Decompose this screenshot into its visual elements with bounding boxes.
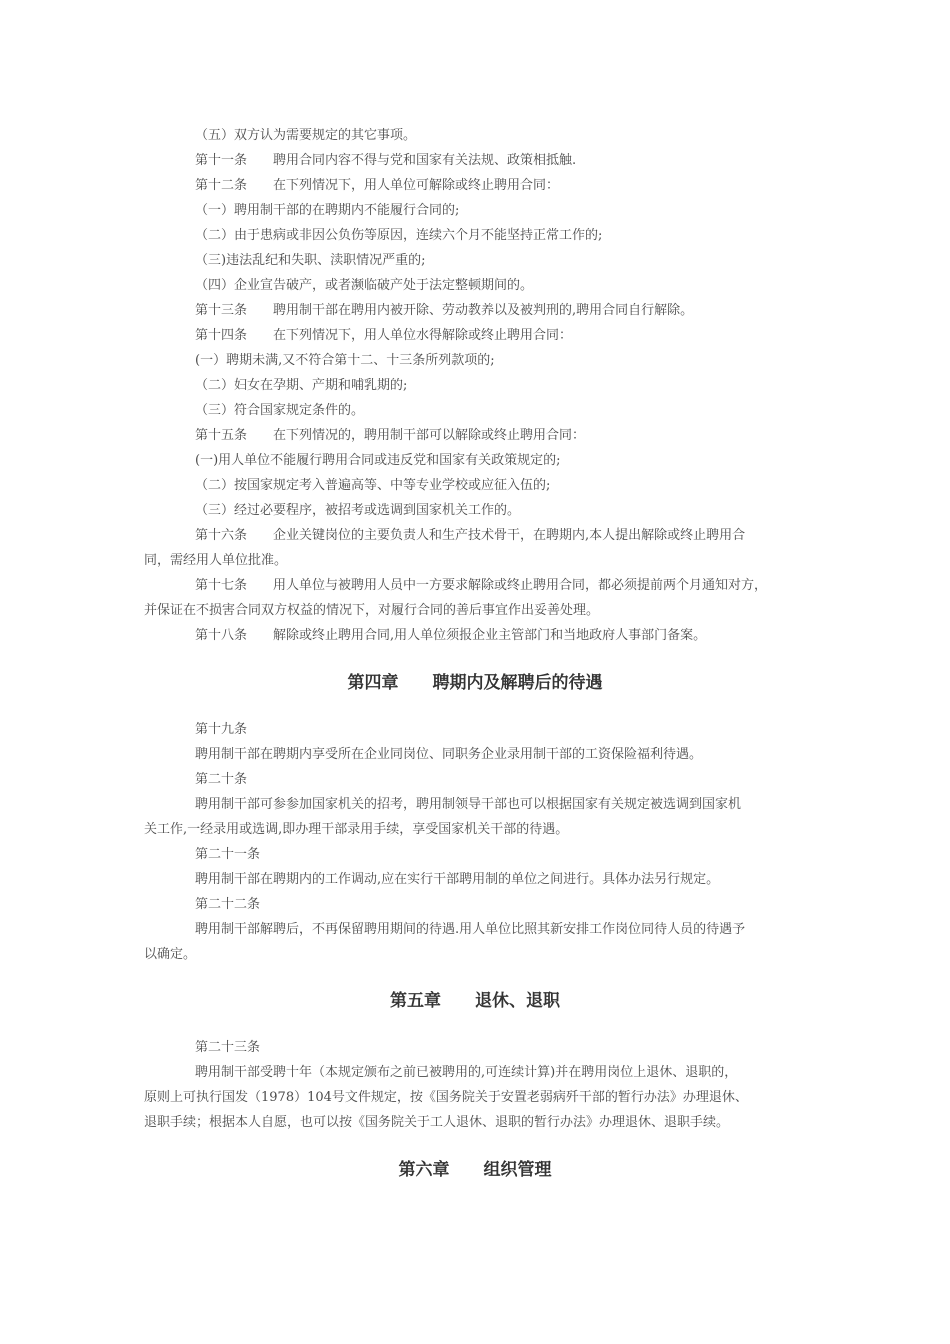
text-line: （二）由于患病或非因公负伤等原因，连续六个月不能坚持正常工作的; bbox=[195, 228, 603, 243]
text-line: （三）符合国家规定条件的。 bbox=[195, 403, 365, 418]
text-line: （三)违法乱纪和失职、渎职情况严重的; bbox=[195, 253, 426, 268]
text-line: （四）企业宣告破产，或者濒临破产处于法定整顿期间的。 bbox=[195, 278, 534, 293]
text-line: （五）双方认为需要规定的其它事项。 bbox=[195, 128, 417, 143]
text-line: 聘用制干部解聘后，不再保留聘用期间的待遇.用人单位比照其新安排工作岗位同待人员的待遇予 bbox=[195, 922, 746, 937]
article-number: 第十九条 bbox=[195, 722, 248, 737]
text-line: 同，需经用人单位批准。 bbox=[144, 553, 288, 568]
text-line: 第十四条 在下列情况下，用人单位水得解除或终止聘用合同： bbox=[195, 328, 573, 343]
text-line: 以确定。 bbox=[144, 947, 197, 962]
chapter-heading: 第六章 组织管理 bbox=[398, 1160, 552, 1180]
text-line: （三）经过必要程序，被招考或选调到国家机关工作的。 bbox=[195, 503, 521, 518]
text-line: 第十三条 聘用制干部在聘用内被开除、劳动教养以及被判刑的,聘用合同自行解除。 bbox=[195, 303, 694, 318]
article-number: 第二十二条 bbox=[195, 897, 261, 912]
text-line: 第十五条 在下列情况的，聘用制干部可以解除或终止聘用合同： bbox=[195, 428, 586, 443]
chapter-heading: 第五章 退休、退职 bbox=[390, 991, 560, 1011]
text-line: 第十七条 用人单位与被聘用人员中一方要求解除或终止聘用合同，都必须提前两个月通知对方， bbox=[195, 578, 768, 593]
article-number: 第二十一条 bbox=[195, 847, 261, 862]
text-line: 第十八条 解除或终止聘用合同,用人单位须报企业主管部门和当地政府人事部门备案。 bbox=[195, 628, 707, 643]
text-line: 聘用制干部在聘期内享受所在企业同岗位、同职务企业录用制干部的工资保险福利待遇。 bbox=[195, 747, 703, 762]
text-line: 第十一条 聘用合同内容不得与党和国家有关法规、政策相抵触. bbox=[195, 153, 577, 168]
text-line: (一）聘期未满,又不符合第十二、十三条所列款项的; bbox=[195, 353, 495, 368]
article-number: 第二十条 bbox=[195, 772, 248, 787]
text-line: 第十六条 企业关键岗位的主要负责人和生产技术骨干，在聘期内,本人提出解除或终止聘用合 bbox=[195, 528, 746, 543]
text-line: 原则上可执行国发（1978）104号文件规定，按《国务院关于安置老弱病歼干部的暂行办法》办理退休、 bbox=[144, 1090, 748, 1105]
text-line: 聘用制干部受聘十年（本规定颁布之前已被聘用的,可连续计算)并在聘用岗位上退休、退职的， bbox=[195, 1065, 738, 1080]
text-line: 聘用制干部在聘期内的工作调动,应在实行干部聘用制的单位之间进行。具体办法另行规定。 bbox=[195, 872, 720, 887]
chapter-heading: 第四章 聘期内及解聘后的待遇 bbox=[347, 673, 603, 693]
text-line: （二）妇女在孕期、产期和哺乳期的; bbox=[195, 378, 408, 393]
text-line: （二）按国家规定考入普遍高等、中等专业学校或应征入伍的; bbox=[195, 478, 551, 493]
text-line: 退职手续；根据本人自愿，也可以按《国务院关于工人退休、退职的暂行办法》办理退休、退职手续。 bbox=[144, 1115, 730, 1130]
text-line: 关工作,一经录用或选调,即办理干部录用手续，享受国家机关干部的待遇。 bbox=[144, 822, 569, 837]
text-line: （一）聘用制干部的在聘期内不能履行合同的; bbox=[195, 203, 460, 218]
text-line: 聘用制干部可参参加国家机关的招考，聘用制领导干部也可以根据国家有关规定被选调到国家机 bbox=[195, 797, 742, 812]
text-line: 并保证在不损害合同双方权益的情况下，对履行合同的善后事宜作出妥善处理。 bbox=[144, 603, 600, 618]
text-line: 第十二条 在下列情况下，用人单位可解除或终止聘用合同： bbox=[195, 178, 560, 193]
article-number: 第二十三条 bbox=[195, 1040, 261, 1055]
text-line: (一)用人单位不能履行聘用合同或违反党和国家有关政策规定的; bbox=[195, 453, 561, 468]
